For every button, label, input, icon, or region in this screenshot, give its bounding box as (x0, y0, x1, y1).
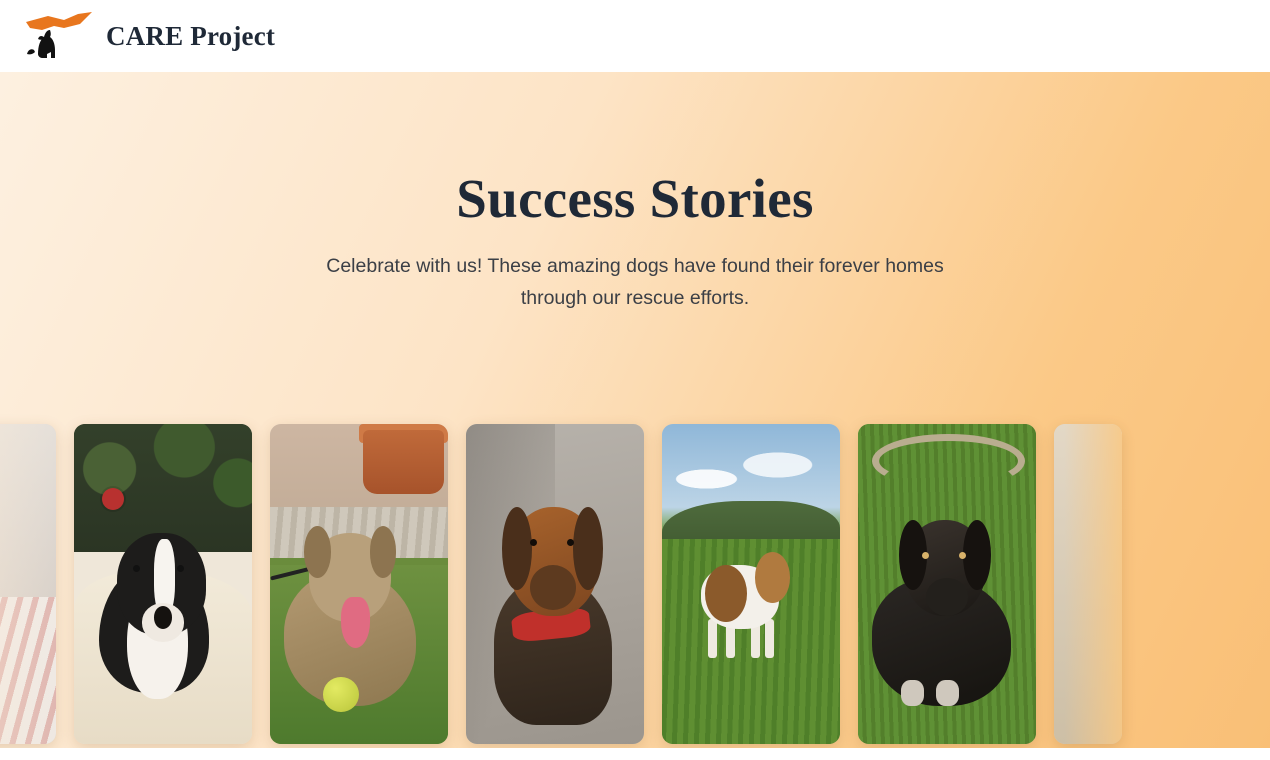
story-card-3[interactable] (270, 424, 448, 744)
story-photo (1054, 424, 1122, 744)
story-card-partial-right[interactable] (1054, 424, 1122, 744)
story-card-6[interactable] (858, 424, 1036, 744)
brand-title: CARE Project (106, 20, 276, 51)
story-card-4[interactable] (466, 424, 644, 744)
story-photo (0, 424, 56, 744)
success-stories-carousel[interactable] (0, 424, 1270, 748)
page-bottom-strip (0, 748, 1270, 760)
site-header (0, 0, 1270, 72)
brand-home-link[interactable] (18, 10, 275, 62)
section-header (0, 72, 1270, 314)
story-photo (662, 424, 840, 744)
story-photo (466, 424, 644, 744)
dog-cyprus-logo-icon (18, 10, 92, 62)
story-photo (270, 424, 448, 744)
story-photo (858, 424, 1036, 744)
success-stories-section (0, 72, 1270, 760)
story-photo (74, 424, 252, 744)
page-title: Success Stories (456, 168, 814, 229)
section-subtitle: Celebrate with us! These amazing dogs have found their forever homes through our rescue efforts. (326, 254, 944, 309)
story-card-partial-left[interactable] (0, 424, 56, 744)
story-card-2[interactable] (74, 424, 252, 744)
story-card-5[interactable] (662, 424, 840, 744)
